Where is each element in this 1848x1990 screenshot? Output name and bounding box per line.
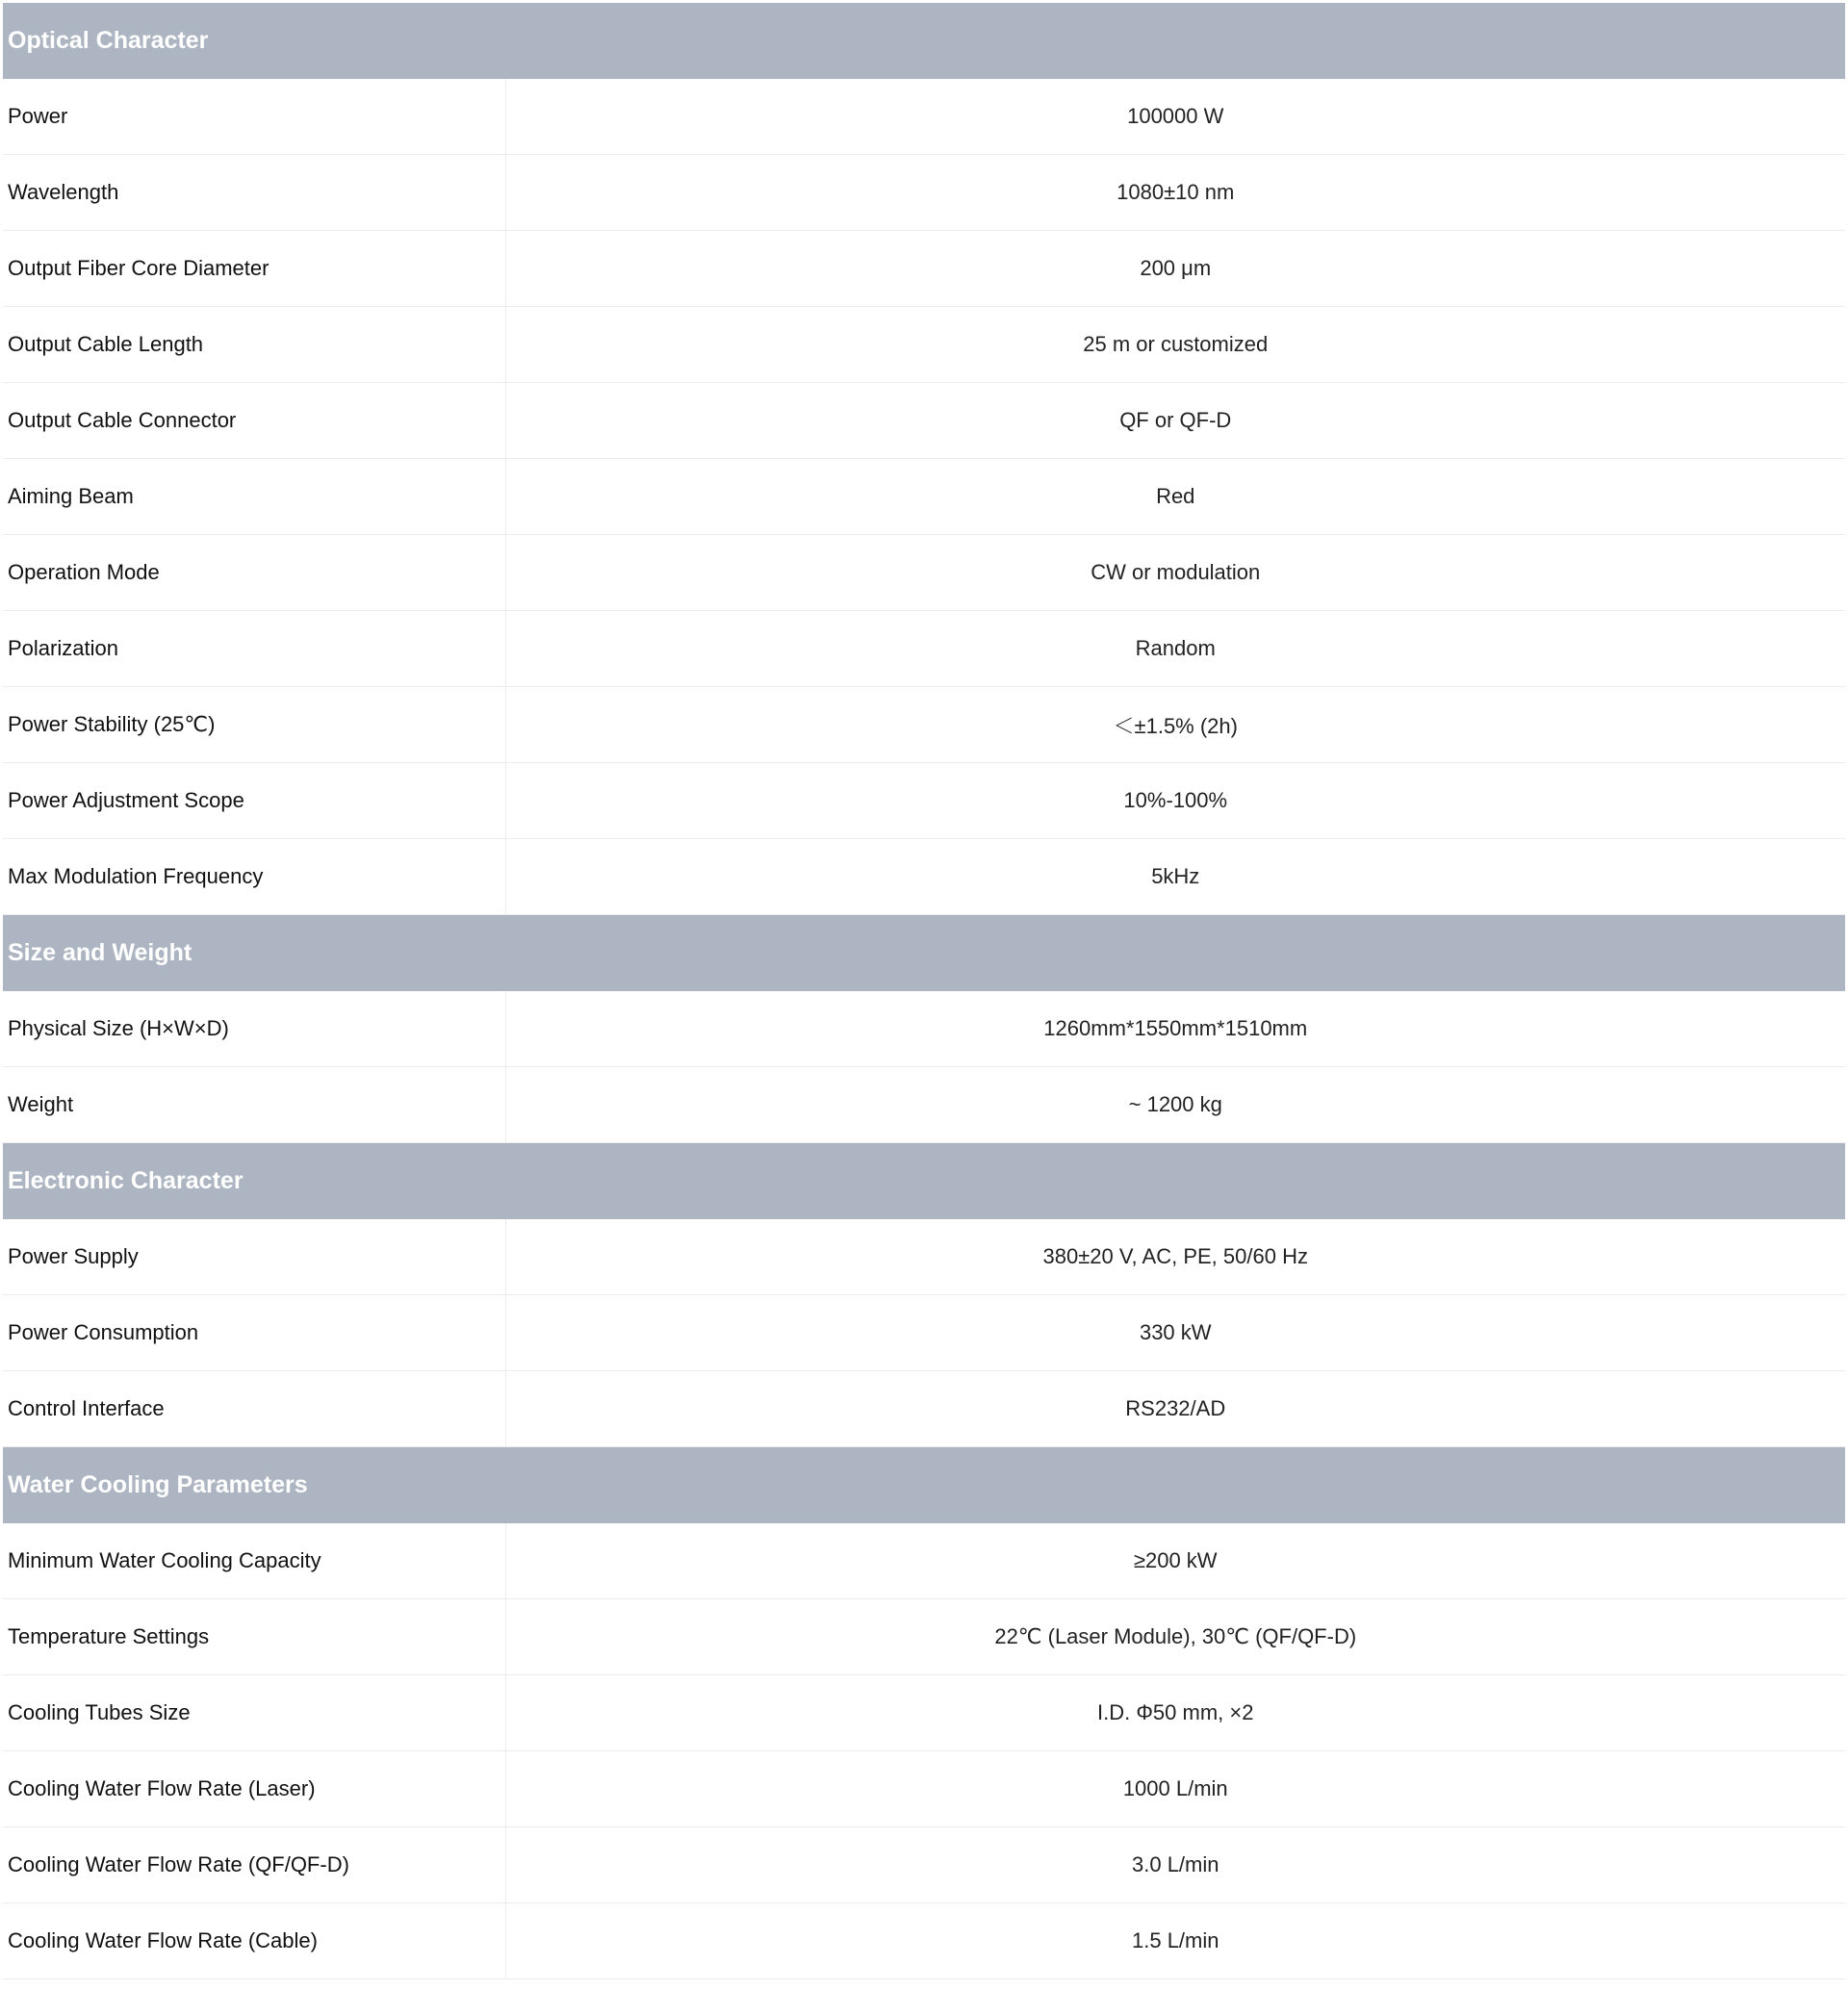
row-value: Random (505, 611, 1845, 687)
row-label: Cooling Water Flow Rate (QF/QF-D) (3, 1827, 505, 1903)
section-header-electronic-character (3, 1143, 1845, 1220)
section-title: Size and Weight (3, 915, 1845, 992)
table-row (3, 231, 1845, 307)
row-value: 22℃ (Laser Module), 30℃ (QF/QF-D) (505, 1599, 1845, 1675)
row-label: Power (3, 79, 505, 155)
row-label: Power Consumption (3, 1295, 505, 1371)
section-header-optical-character (3, 3, 1845, 79)
row-label: Output Cable Connector (3, 383, 505, 459)
table-row (3, 687, 1845, 763)
row-value: ＜±1.5% (2h) (505, 687, 1845, 763)
section-header-size-and-weight (3, 915, 1845, 992)
row-label: Weight (3, 1067, 505, 1143)
row-label: Power Stability (25℃) (3, 687, 505, 763)
row-value: ~ 1200 kg (505, 1067, 1845, 1143)
row-label: Control Interface (3, 1371, 505, 1447)
row-value: 10%-100% (505, 763, 1845, 839)
row-label: Wavelength (3, 155, 505, 231)
table-row (3, 1903, 1845, 1979)
table-row (3, 839, 1845, 915)
table-row (3, 1295, 1845, 1371)
row-value: ≥200 kW (505, 1523, 1845, 1599)
table-row (3, 155, 1845, 231)
row-label: Power Supply (3, 1219, 505, 1295)
row-value: 1.5 L/min (505, 1903, 1845, 1979)
row-value: 380±20 V, AC, PE, 50/60 Hz (505, 1219, 1845, 1295)
row-value: QF or QF-D (505, 383, 1845, 459)
section-title: Optical Character (3, 3, 1845, 79)
table-row (3, 535, 1845, 611)
table-row (3, 1751, 1845, 1827)
table-row (3, 1827, 1845, 1903)
row-value: RS232/AD (505, 1371, 1845, 1447)
row-value: 330 kW (505, 1295, 1845, 1371)
row-value: 1080±10 nm (505, 155, 1845, 231)
row-label: Minimum Water Cooling Capacity (3, 1523, 505, 1599)
row-label: Max Modulation Frequency (3, 839, 505, 915)
section-title: Electronic Character (3, 1143, 1845, 1220)
row-label: Output Fiber Core Diameter (3, 231, 505, 307)
row-value: 25 m or customized (505, 307, 1845, 383)
row-label: Output Cable Length (3, 307, 505, 383)
table-row (3, 991, 1845, 1067)
row-label: Cooling Water Flow Rate (Cable) (3, 1903, 505, 1979)
row-label: Physical Size (H×W×D) (3, 991, 505, 1067)
row-label: Temperature Settings (3, 1599, 505, 1675)
table-row (3, 1067, 1845, 1143)
row-value: 100000 W (505, 79, 1845, 155)
row-label: Power Adjustment Scope (3, 763, 505, 839)
row-label: Cooling Tubes Size (3, 1675, 505, 1751)
table-row (3, 307, 1845, 383)
row-label: Aiming Beam (3, 459, 505, 535)
row-value: 3.0 L/min (505, 1827, 1845, 1903)
table-row (3, 1219, 1845, 1295)
row-label: Operation Mode (3, 535, 505, 611)
row-value: 5kHz (505, 839, 1845, 915)
table-row (3, 383, 1845, 459)
row-label: Cooling Water Flow Rate (Laser) (3, 1751, 505, 1827)
table-row (3, 611, 1845, 687)
row-value: Red (505, 459, 1845, 535)
table-row (3, 79, 1845, 155)
table-row (3, 1675, 1845, 1751)
specification-table (3, 3, 1845, 1979)
row-value: 1260mm*1550mm*1510mm (505, 991, 1845, 1067)
row-value: 200 μm (505, 231, 1845, 307)
section-title: Water Cooling Parameters (3, 1447, 1845, 1524)
row-value: 1000 L/min (505, 1751, 1845, 1827)
table-row (3, 1371, 1845, 1447)
row-label: Polarization (3, 611, 505, 687)
table-row (3, 459, 1845, 535)
table-row (3, 1599, 1845, 1675)
table-row (3, 1523, 1845, 1599)
table-row (3, 763, 1845, 839)
section-header-water-cooling-parameters (3, 1447, 1845, 1524)
row-value: CW or modulation (505, 535, 1845, 611)
row-value: I.D. Φ50 mm, ×2 (505, 1675, 1845, 1751)
